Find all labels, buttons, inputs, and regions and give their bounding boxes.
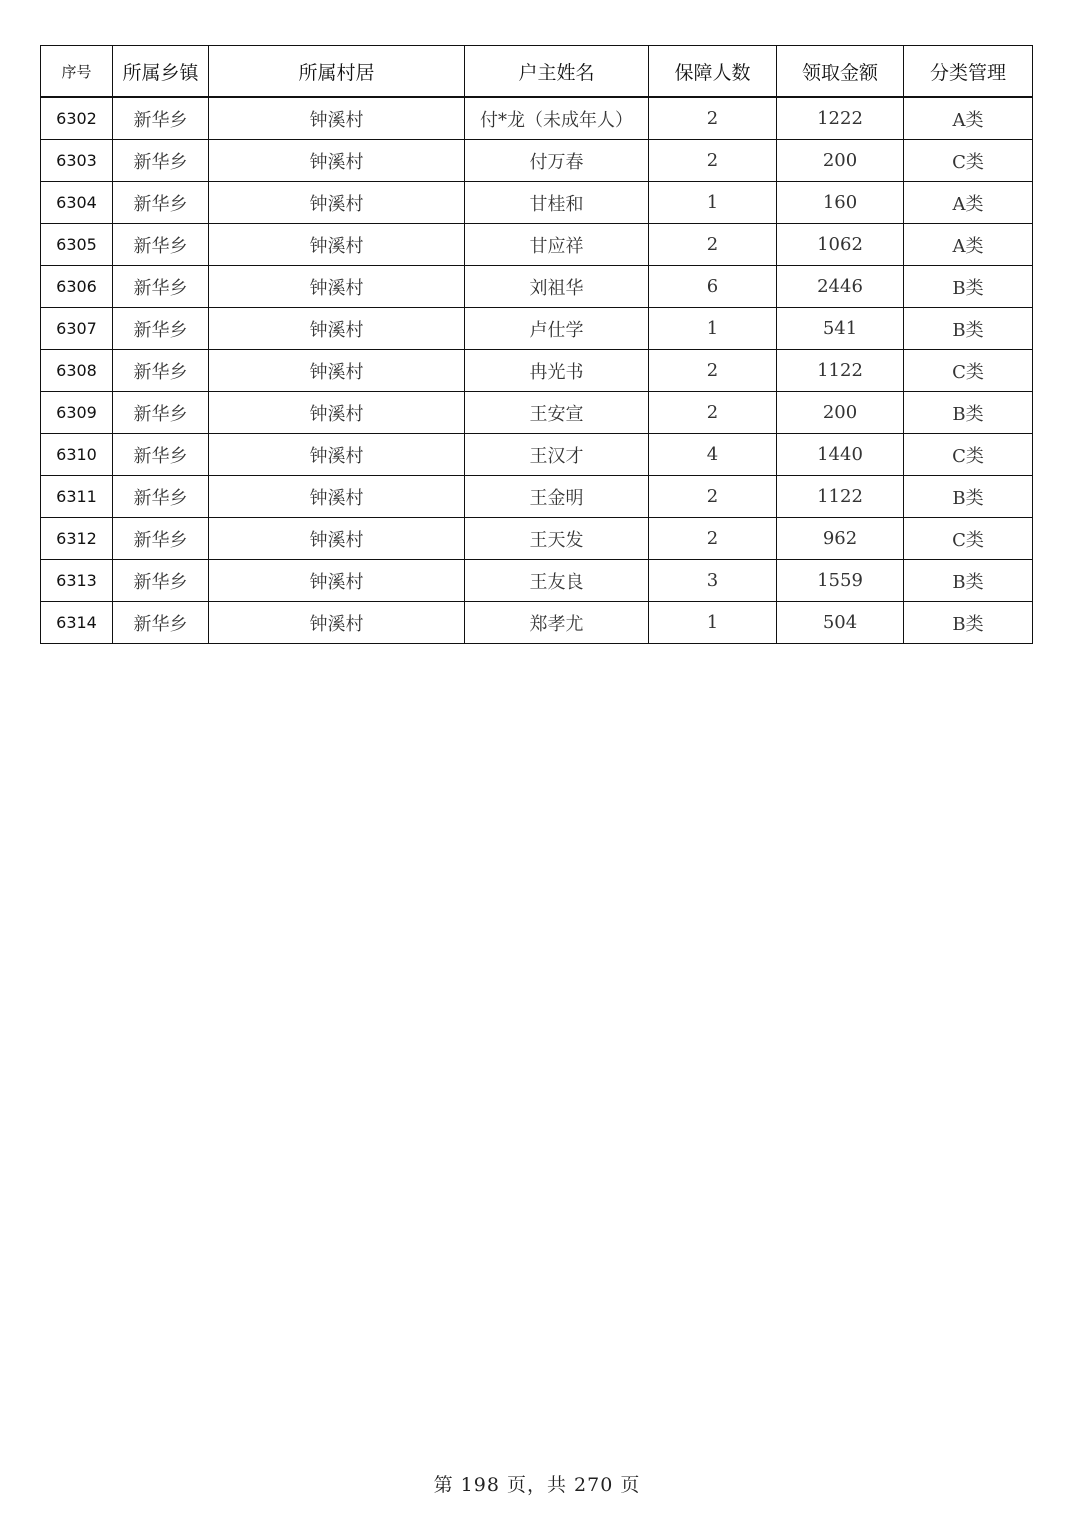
cell-householder: 甘应祥 <box>465 224 649 266</box>
cell-township: 新华乡 <box>113 266 209 308</box>
cell-category: A类 <box>904 182 1033 224</box>
cell-amount: 200 <box>777 140 904 182</box>
table-row <box>41 182 1033 224</box>
cell-persons: 3 <box>649 560 777 602</box>
table-row <box>41 434 1033 476</box>
cell-seq: 6302 <box>41 97 113 140</box>
cell-householder: 王金明 <box>465 476 649 518</box>
cell-village: 钟溪村 <box>209 518 465 560</box>
cell-householder: 王汉才 <box>465 434 649 476</box>
cell-householder: 甘桂和 <box>465 182 649 224</box>
cell-persons: 2 <box>649 350 777 392</box>
cell-householder: 付万春 <box>465 140 649 182</box>
cell-amount: 1122 <box>777 476 904 518</box>
cell-village: 钟溪村 <box>209 434 465 476</box>
cell-seq: 6311 <box>41 476 113 518</box>
table-row <box>41 560 1033 602</box>
cell-amount: 160 <box>777 182 904 224</box>
cell-amount: 1062 <box>777 224 904 266</box>
table-row <box>41 308 1033 350</box>
cell-village: 钟溪村 <box>209 350 465 392</box>
cell-amount: 1222 <box>777 97 904 140</box>
table-row <box>41 518 1033 560</box>
cell-category: C类 <box>904 434 1033 476</box>
table-row <box>41 602 1033 644</box>
cell-persons: 4 <box>649 434 777 476</box>
cell-category: B类 <box>904 602 1033 644</box>
cell-village: 钟溪村 <box>209 476 465 518</box>
cell-category: B类 <box>904 392 1033 434</box>
table-row <box>41 97 1033 140</box>
header-householder: 户主姓名 <box>465 46 649 98</box>
cell-township: 新华乡 <box>113 602 209 644</box>
cell-persons: 2 <box>649 224 777 266</box>
header-township: 所属乡镇 <box>113 46 209 98</box>
cell-householder: 王安宣 <box>465 392 649 434</box>
cell-persons: 2 <box>649 518 777 560</box>
cell-amount: 200 <box>777 392 904 434</box>
cell-seq: 6312 <box>41 518 113 560</box>
cell-seq: 6308 <box>41 350 113 392</box>
cell-village: 钟溪村 <box>209 97 465 140</box>
table-row <box>41 350 1033 392</box>
cell-township: 新华乡 <box>113 518 209 560</box>
cell-category: B类 <box>904 266 1033 308</box>
cell-village: 钟溪村 <box>209 308 465 350</box>
cell-householder: 刘祖华 <box>465 266 649 308</box>
cell-category: C类 <box>904 350 1033 392</box>
header-persons: 保障人数 <box>649 46 777 98</box>
cell-householder: 郑孝尤 <box>465 602 649 644</box>
cell-seq: 6306 <box>41 266 113 308</box>
cell-persons: 1 <box>649 182 777 224</box>
cell-village: 钟溪村 <box>209 266 465 308</box>
cell-seq: 6313 <box>41 560 113 602</box>
cell-category: B类 <box>904 476 1033 518</box>
cell-township: 新华乡 <box>113 350 209 392</box>
cell-category: B类 <box>904 308 1033 350</box>
page-footer: 第 198 页，共 270 页 <box>433 1474 641 1496</box>
table-row <box>41 266 1033 308</box>
cell-township: 新华乡 <box>113 308 209 350</box>
cell-householder: 卢仕学 <box>465 308 649 350</box>
assistance-roster-table <box>40 45 1033 644</box>
cell-village: 钟溪村 <box>209 140 465 182</box>
cell-amount: 504 <box>777 602 904 644</box>
cell-seq: 6303 <box>41 140 113 182</box>
cell-village: 钟溪村 <box>209 392 465 434</box>
header-village: 所属村居 <box>209 46 465 98</box>
cell-seq: 6304 <box>41 182 113 224</box>
cell-township: 新华乡 <box>113 392 209 434</box>
cell-amount: 962 <box>777 518 904 560</box>
cell-persons: 1 <box>649 602 777 644</box>
cell-category: C类 <box>904 518 1033 560</box>
cell-seq: 6309 <box>41 392 113 434</box>
cell-persons: 2 <box>649 97 777 140</box>
cell-township: 新华乡 <box>113 224 209 266</box>
cell-amount: 1440 <box>777 434 904 476</box>
cell-township: 新华乡 <box>113 97 209 140</box>
table-body <box>41 97 1033 644</box>
cell-seq: 6314 <box>41 602 113 644</box>
cell-amount: 541 <box>777 308 904 350</box>
table-row <box>41 392 1033 434</box>
table-header-row <box>41 46 1033 98</box>
cell-category: A类 <box>904 224 1033 266</box>
cell-seq: 6307 <box>41 308 113 350</box>
cell-township: 新华乡 <box>113 476 209 518</box>
cell-category: B类 <box>904 560 1033 602</box>
cell-village: 钟溪村 <box>209 602 465 644</box>
cell-amount: 1559 <box>777 560 904 602</box>
cell-householder: 冉光书 <box>465 350 649 392</box>
table-row <box>41 476 1033 518</box>
table-row <box>41 140 1033 182</box>
cell-category: A类 <box>904 97 1033 140</box>
cell-persons: 2 <box>649 476 777 518</box>
header-category: 分类管理 <box>904 46 1033 98</box>
cell-amount: 1122 <box>777 350 904 392</box>
cell-village: 钟溪村 <box>209 182 465 224</box>
header-amount: 领取金额 <box>777 46 904 98</box>
table-row <box>41 224 1033 266</box>
cell-seq: 6310 <box>41 434 113 476</box>
cell-township: 新华乡 <box>113 140 209 182</box>
cell-householder: 王友良 <box>465 560 649 602</box>
cell-township: 新华乡 <box>113 182 209 224</box>
cell-village: 钟溪村 <box>209 560 465 602</box>
cell-persons: 1 <box>649 308 777 350</box>
cell-householder: 付*龙（未成年人） <box>465 97 649 140</box>
cell-persons: 2 <box>649 392 777 434</box>
cell-householder: 王天发 <box>465 518 649 560</box>
cell-township: 新华乡 <box>113 434 209 476</box>
cell-seq: 6305 <box>41 224 113 266</box>
cell-amount: 2446 <box>777 266 904 308</box>
cell-persons: 6 <box>649 266 777 308</box>
cell-township: 新华乡 <box>113 560 209 602</box>
header-seq: 序号 <box>41 46 113 98</box>
cell-persons: 2 <box>649 140 777 182</box>
cell-category: C类 <box>904 140 1033 182</box>
cell-village: 钟溪村 <box>209 224 465 266</box>
